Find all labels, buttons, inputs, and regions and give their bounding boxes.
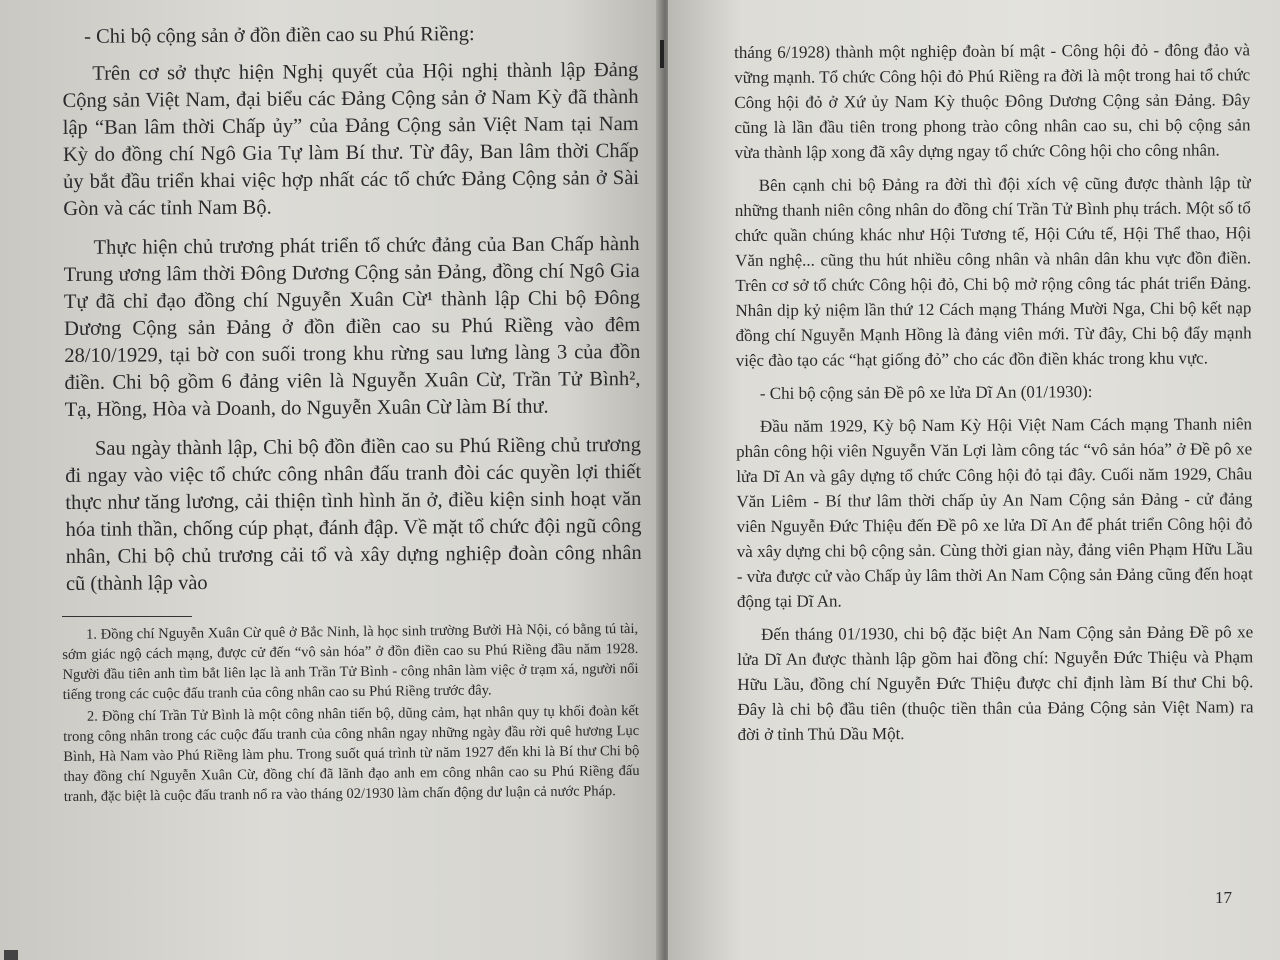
body-paragraph: Đầu năm 1929, Kỳ bộ Nam Kỳ Hội Việt Nam Cách mạng Thanh niên phân công hội viên Nguyễn Văn Lợi làm công tác “vô sản hóa” ở Đề pô xe lửa Dĩ An và gây dựng tổ chức Công hội đỏ tại đây. Cuối năm 1929, Châu Văn Liêm - Bí thư lâm thời chấp ủy An Nam Cộng sản Đảng - cử đảng viên Nguyễn Đức Thiệu đến Đề pô xe lửa Dĩ An để phát triển Công hội đỏ và xây dựng chi bộ cộng sản. Cùng thời gian này, đảng viên Phạm Hữu Lầu - vừa được cử vào Chấp ủy lâm thời An Nam Cộng sản Đảng cũng đến hoạt động tại Dĩ An. xyxy=(736,414,1253,611)
right-page-body xyxy=(734,37,1254,747)
left-page-body xyxy=(62,20,642,598)
gutter-mark xyxy=(660,40,664,68)
page-number: 17 xyxy=(1215,888,1232,907)
body-paragraph: Trên cơ sở thực hiện Nghị quyết của Hội nghị thành lập Đảng Cộng sản Việt Nam, đại biểu các Đảng Cộng sản ở Nam Kỳ đã thành lập “Ban lâm thời Chấp ủy” của Đảng Cộng sản Việt Nam tại Nam Kỳ do đồng chí Ngô Gia Tự làm Bí thư. Từ đây, Ban lâm thời Chấp ủy bắt đầu triển khai việc hợp nhất các tổ chức Đảng Cộng sản ở Sài Gòn và các tỉnh Nam Bộ. xyxy=(62,58,640,220)
section-heading-phu-rieng: - Chi bộ cộng sản ở đồn điền cao su Phú Riềng: xyxy=(84,23,475,48)
edge-mark xyxy=(4,950,18,960)
right-page xyxy=(668,0,1280,960)
footnote: 2. Đồng chí Trần Tử Bình là một công nhân tiến bộ, dũng cảm, hạt nhân quy tụ khối đoàn kết trong công nhân trong các cuộc đấu tranh của công nhân ngay những ngày đầu rời quê hương Lục Bình, Hà Nam vào Phú Riềng làm phu. Trong suốt quá trình từ năm 1927 đến khi là Bí thư Chi bộ thay đồng chí Nguyễn Xuân Cừ, đồng chí đã lãnh đạo anh em công nhân cao su Phú Riềng đấu tranh, đặc biệt là cuộc đấu tranh nổ ra vào tháng 02/1930 làm chấn động dư luận cả nước Pháp. xyxy=(63,702,640,805)
section-heading-di-an: - Chi bộ cộng sản Đề pô xe lửa Dĩ An (01/1930): xyxy=(759,382,1093,403)
footnotes xyxy=(62,619,640,807)
footnote-divider xyxy=(62,616,192,617)
body-paragraph: Sau ngày thành lập, Chi bộ đồn điền cao su Phú Riềng chủ trương đi ngay vào việc tổ chức công nhân đấu tranh đòi các quyền lợi thiết thực như tăng lương, cải thiện tình hình ăn ở, điều kiện sinh hoạt văn hóa tinh thần, chống cúp phạt, đánh đập. Về mặt tổ chức đội ngũ công nhân, Chi bộ chủ trương cải tổ và xây dựng nghiệp đoàn công nhân cũ (thành lập vào xyxy=(65,433,642,595)
footnote: 1. Đồng chí Nguyễn Xuân Cừ quê ở Bắc Ninh, là học sinh trường Bưởi Hà Nội, có bằng tú tài, sớm giác ngộ cách mạng, được cử đến “vô sản hóa” ở đồn điền cao su Phú Riềng đầu năm 1928. Người đầu tiên anh tìm bắt liên lạc là anh Trần Tử Bình - công nhân làm việc ở trạm xá, người nổi tiếng trong các cuộc đấu tranh của công nhân cao su Phú Riềng trước đây. xyxy=(62,620,639,703)
body-paragraph-continued: tháng 6/1928) thành một nghiệp đoàn bí mật - Công hội đỏ - đông đảo và vững mạnh. Tổ chức Công hội đỏ Phú Riềng ra đời là một trong hai tổ chức Công hội đỏ ở Xứ ủy Nam Kỳ thuộc Đông Dương Cộng sản Đảng. Đây cũng là lần đầu tiên trong phong trào công nhân cao su, chi bộ cộng sản vừa thành lập xong đã xây dựng ngay tổ chức Công hội cho công nhân. xyxy=(734,40,1251,162)
body-paragraph: Đến tháng 01/1930, chi bộ đặc biệt An Nam Cộng sản Đảng Đề pô xe lửa Dĩ An được thành lập gồm hai đồng chí: Nguyễn Đức Thiệu và Phạm Hữu Lầu, đồng chí Nguyễn Đức Thiệu được chỉ định làm Bí thư Chi bộ. Đây là chi bộ đầu tiên (thuộc tiền thân của Đảng Cộng sản Việt Nam) ra đời ở tỉnh Thủ Dầu Một. xyxy=(737,622,1254,744)
body-paragraph: Bên cạnh chi bộ Đảng ra đời thì đội xích vệ cũng được thành lập từ những thanh niên công nhân do đồng chí Trần Tử Bình phụ trách. Một số tổ chức quần chúng khác như Hội Tương tế, Hội Cứu tế, Hội Thể thao, Hội Văn nghệ... cũng thu hút nhiều công nhân và nhân dân khu vực đồn điền. Trên cơ sở tổ chức Công hội đỏ, Chi bộ mở rộng công tác phát triển Đảng. Nhân dịp kỷ niệm lần thứ 12 Cách mạng Tháng Mười Nga, Chi bộ kết nạp đồng chí Nguyễn Mạnh Hồng là đảng viên mới. Từ đây, Chi bộ đẩy mạnh việc đào tạo các “hạt giống đỏ” cho các đồn điền khác trong khu vực. xyxy=(734,173,1252,370)
body-paragraph: Thực hiện chủ trương phát triển tổ chức đảng của Ban Chấp hành Trung ương lâm thời Đông Dương Cộng sản Đảng, đồng chí Ngô Gia Tự đã chỉ đạo đồng chí Nguyễn Xuân Cừ¹ thành lập Chi bộ Đông Dương Cộng sản Đảng ở đồn điền cao su Phú Riềng vào đêm 28/10/1929, tại bờ con suối trong khu rừng sau lưng làng 3 của đồn điền. Chi bộ gồm 6 đảng viên là Nguyễn Xuân Cừ, Trần Tử Bình², Tạ, Hồng, Hòa và Doanh, do Nguyễn Xuân Cừ làm Bí thư. xyxy=(63,232,641,421)
